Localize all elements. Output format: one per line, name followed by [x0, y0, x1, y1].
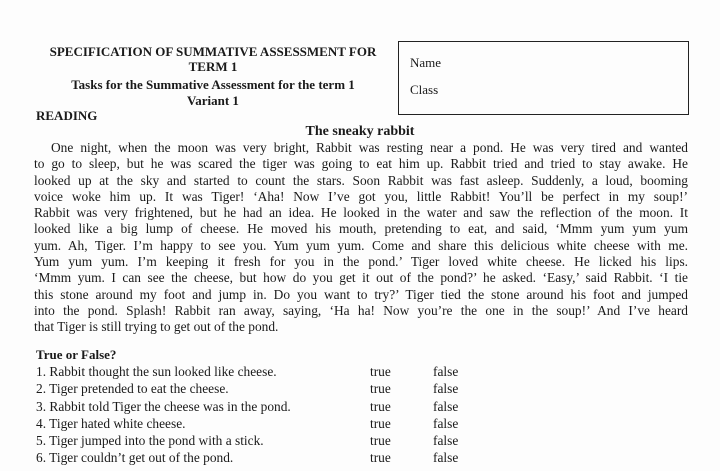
true-option[interactable]: true: [370, 450, 391, 465]
question-item: 6. Tiger couldn’t get out of the pond.: [36, 450, 234, 465]
story-title: The sneaky rabbit: [305, 124, 415, 139]
true-option[interactable]: true: [370, 364, 391, 379]
story-line: that Tiger is still trying to get out of the pond.: [34, 319, 279, 335]
true-option[interactable]: true: [370, 416, 391, 431]
class-label: Class: [410, 82, 439, 97]
variant-label: Variant 1: [187, 93, 239, 108]
question-item: 1. Rabbit thought the sun looked like cheese.: [36, 364, 277, 379]
true-option[interactable]: true: [370, 433, 391, 448]
true-option[interactable]: true: [370, 399, 391, 414]
spec-title-line1: SPECIFICATION OF SUMMATIVE ASSESSMENT FOR: [49, 44, 377, 59]
question-item: 5. Tiger jumped into the pond with a stick.: [36, 433, 264, 448]
story-line: ‘Mmm yum. I can see the cheese, but how do you get it out of the pond?’ he asked. ‘Easy,’ said Rabbit. ‘I tie: [34, 270, 688, 286]
section-heading: READING: [36, 108, 98, 123]
question-item: 3. Rabbit told Tiger the cheese was in the pond.: [36, 399, 291, 414]
false-option[interactable]: false: [433, 450, 459, 465]
false-option[interactable]: false: [433, 399, 459, 414]
story-line: Yum yum yum. I’m keeping it fresh for you in the pond.’ Tiger loved white cheese. He licked his lips.: [34, 254, 688, 270]
false-option[interactable]: false: [433, 416, 459, 431]
story-line: One night, when the moon was very bright, Rabbit was resting near a pond. He was very tired and wanted: [51, 140, 688, 155]
story-line: looked up at the sky and started to count the stars. Soon Rabbit was fast asleep. Suddenly, a loud, booming: [34, 172, 688, 188]
false-option[interactable]: false: [433, 433, 459, 448]
story-line: to go to sleep, but he was scared the tiger was going to eat him up. Rabbit tried and tried to stay awake. He: [34, 156, 688, 172]
story-line: into the pond. Splash! Rabbit ran away, saying, ‘Ha ha! Now you’re the one in the soup!’ And I’ve heard: [34, 302, 688, 318]
student-info-box: [398, 41, 689, 115]
story-line: voice woke him up. It was Tiger! ‘Aha! Now I’ve got you, little Rabbit! You’ll be perfect in my soup!’: [34, 188, 688, 204]
story-line: Rabbit was very frightened, but he had an idea. He looked in the water and saw the reflection of the moon. It: [34, 205, 688, 221]
false-option[interactable]: false: [433, 364, 459, 379]
story-line: yum. Ah, Tiger. I’m happy to see you. Yum yum yum. Come and share this delicious white cheese with me.: [34, 237, 688, 253]
true-false-heading: True or False?: [36, 347, 117, 362]
name-label: Name: [410, 55, 442, 70]
story-line: this stone around my foot and jump in. Do you want to try?’ Tiger tied the stone around his foot and jumped: [34, 286, 688, 302]
spec-title-line2: TERM 1: [188, 59, 238, 74]
story-text: [34, 140, 688, 336]
question-item: 4. Tiger hated white cheese.: [36, 416, 186, 431]
tasks-subtitle: Tasks for the Summative Assessment for the term 1: [71, 77, 355, 92]
true-option[interactable]: true: [370, 381, 391, 396]
question-item: 2. Tiger pretended to eat the cheese.: [36, 381, 229, 396]
story-line: looked like a big lump of cheese. He moved his mouth, pretending to eat, and said, ‘Mmm yum yum yum: [34, 221, 688, 237]
false-option[interactable]: false: [433, 381, 459, 396]
